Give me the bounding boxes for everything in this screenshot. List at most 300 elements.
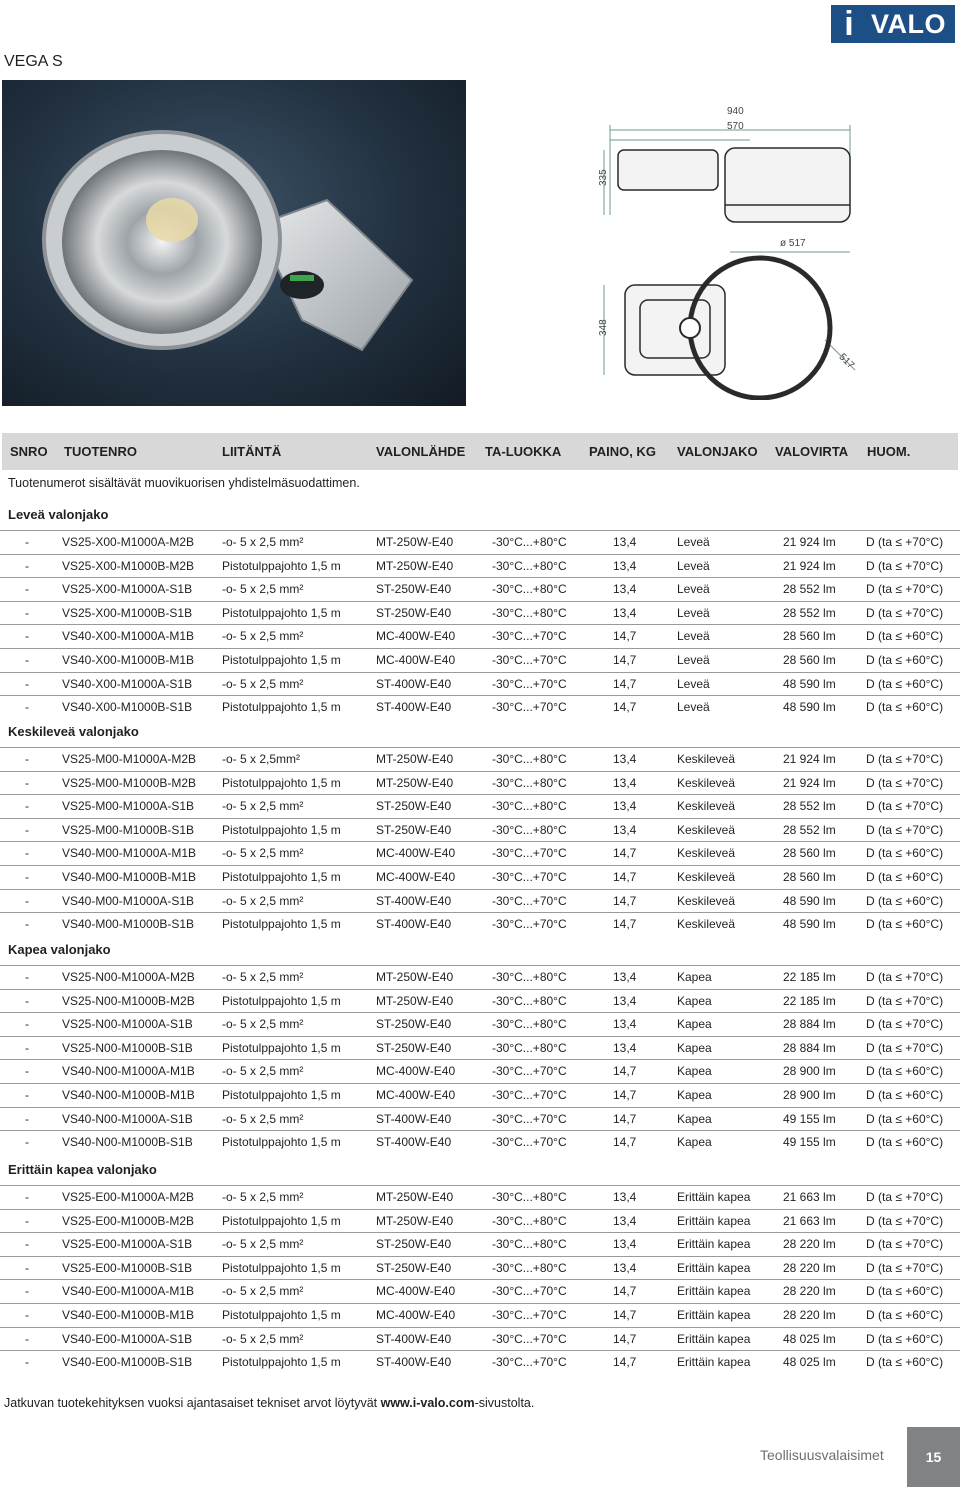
- table-cell: D (ta ≤ +60°C): [866, 1332, 944, 1346]
- table-cell: 48 025 lm: [783, 1355, 836, 1369]
- table-cell: 13,4: [613, 1190, 637, 1204]
- table-cell: 28 552 lm: [783, 606, 836, 620]
- table-cell: Keskileveä: [677, 917, 736, 931]
- table-cell: -: [25, 870, 29, 884]
- table-cell: -30°C...+80°C: [492, 535, 567, 549]
- table-cell: -: [25, 606, 29, 620]
- table-cell: VS40-N00-M1000B-S1B: [62, 1135, 193, 1149]
- table-row: [0, 625, 960, 647]
- table-cell: 28 220 lm: [783, 1284, 836, 1298]
- table-row: [0, 578, 960, 600]
- table-cell: -30°C...+70°C: [492, 1112, 567, 1126]
- table-cell: ST-250W-E40: [376, 799, 452, 813]
- table-cell: -30°C...+70°C: [492, 677, 567, 691]
- table-cell: D (ta ≤ +70°C): [866, 606, 944, 620]
- table-cell: -30°C...+80°C: [492, 559, 567, 573]
- table-row: [0, 1351, 960, 1373]
- table-cell: -: [25, 1284, 29, 1298]
- table-cell: Leveä: [677, 629, 710, 643]
- table-cell: ST-250W-E40: [376, 1017, 452, 1031]
- table-cell: -30°C...+70°C: [492, 1088, 567, 1102]
- table-cell: VS40-M00-M1000A-S1B: [62, 894, 195, 908]
- table-cell: 28 552 lm: [783, 799, 836, 813]
- table-cell: MT-250W-E40: [376, 559, 454, 573]
- table-cell: -: [25, 559, 29, 573]
- table-cell: D (ta ≤ +60°C): [866, 629, 944, 643]
- table-cell: -: [25, 823, 29, 837]
- table-cell: -: [25, 1332, 29, 1346]
- table-cell: 28 552 lm: [783, 582, 836, 596]
- table-cell: D (ta ≤ +70°C): [866, 1190, 944, 1204]
- table-cell: 13,4: [613, 799, 637, 813]
- col-valonjako: VALONJAKO: [677, 444, 758, 459]
- table-cell: 48 590 lm: [783, 677, 836, 691]
- table-cell: 14,7: [613, 1088, 637, 1102]
- technical-drawing: [590, 100, 960, 400]
- table-cell: VS25-M00-M1000A-S1B: [62, 799, 195, 813]
- table-cell: VS25-M00-M1000A-M2B: [62, 752, 197, 766]
- table-cell: -: [25, 752, 29, 766]
- table-cell: D (ta ≤ +70°C): [866, 823, 944, 837]
- table-cell: ST-400W-E40: [376, 1332, 452, 1346]
- table-row: [0, 555, 960, 577]
- table-cell: ST-250W-E40: [376, 606, 452, 620]
- table-row: [0, 748, 960, 770]
- table-cell: 28 220 lm: [783, 1237, 836, 1251]
- table-row: [0, 1210, 960, 1232]
- table-cell: -30°C...+80°C: [492, 606, 567, 620]
- table-cell: D (ta ≤ +60°C): [866, 1064, 944, 1078]
- dim-width-label: 940: [727, 106, 744, 117]
- table-cell: ST-400W-E40: [376, 677, 452, 691]
- table-cell: ST-400W-E40: [376, 1355, 452, 1369]
- table-cell: Kapea: [677, 1017, 712, 1031]
- table-cell: -30°C...+70°C: [492, 846, 567, 860]
- table-cell: -30°C...+80°C: [492, 1017, 567, 1031]
- table-cell: MT-250W-E40: [376, 776, 454, 790]
- table-cell: 14,7: [613, 917, 637, 931]
- table-cell: VS25-E00-M1000A-M2B: [62, 1190, 195, 1204]
- table-cell: 21 924 lm: [783, 559, 836, 573]
- table-cell: 14,7: [613, 1135, 637, 1149]
- table-cell: VS25-N00-M1000A-S1B: [62, 1017, 193, 1031]
- table-cell: Erittäin kapea: [677, 1284, 751, 1298]
- table-cell: Kapea: [677, 970, 712, 984]
- table-row: [0, 866, 960, 888]
- dim-length-label: 570: [727, 121, 744, 132]
- table-row: [0, 795, 960, 817]
- table-cell: 28 884 lm: [783, 1017, 836, 1031]
- table-cell: -o- 5 x 2,5mm²: [222, 752, 301, 766]
- table-cell: -30°C...+80°C: [492, 582, 567, 596]
- table-row: [0, 696, 960, 718]
- table-cell: -: [25, 1355, 29, 1369]
- table-cell: D (ta ≤ +60°C): [866, 1355, 944, 1369]
- table-cell: Pistotulppajohto 1,5 m: [222, 1088, 341, 1102]
- table-cell: Kapea: [677, 1041, 712, 1055]
- table-cell: -30°C...+70°C: [492, 700, 567, 714]
- table-cell: MC-400W-E40: [376, 629, 456, 643]
- table-row: [0, 1131, 960, 1153]
- table-cell: ST-400W-E40: [376, 1112, 452, 1126]
- table-cell: D (ta ≤ +60°C): [866, 1112, 944, 1126]
- table-cell: VS25-E00-M1000A-S1B: [62, 1237, 193, 1251]
- table-cell: D (ta ≤ +70°C): [866, 1041, 944, 1055]
- table-cell: -: [25, 535, 29, 549]
- table-row: [0, 1257, 960, 1279]
- table-cell: 13,4: [613, 994, 637, 1008]
- col-paino: PAINO, KG: [589, 444, 656, 459]
- table-cell: -: [25, 994, 29, 1008]
- dimension-drawing: [590, 100, 960, 400]
- table-cell: -30°C...+80°C: [492, 1190, 567, 1204]
- table-cell: ST-250W-E40: [376, 823, 452, 837]
- table-cell: ST-250W-E40: [376, 1261, 452, 1275]
- table-row: [0, 890, 960, 912]
- col-tuotenro: TUOTENRO: [64, 444, 137, 459]
- product-photo: [2, 80, 466, 406]
- table-cell: 13,4: [613, 776, 637, 790]
- table-cell: 14,7: [613, 677, 637, 691]
- table-cell: D (ta ≤ +70°C): [866, 752, 944, 766]
- table-cell: Keskileveä: [677, 823, 736, 837]
- table-cell: Pistotulppajohto 1,5 m: [222, 559, 341, 573]
- table-cell: VS40-X00-M1000A-M1B: [62, 629, 195, 643]
- table-cell: ST-400W-E40: [376, 894, 452, 908]
- table-cell: 28 560 lm: [783, 629, 836, 643]
- table-row: [0, 673, 960, 695]
- table-cell: -: [25, 1064, 29, 1078]
- table-cell: -: [25, 894, 29, 908]
- table-cell: VS25-X00-M1000B-M2B: [62, 559, 195, 573]
- table-cell: -: [25, 799, 29, 813]
- table-cell: 13,4: [613, 752, 637, 766]
- table-cell: 22 185 lm: [783, 994, 836, 1008]
- table-cell: 14,7: [613, 1064, 637, 1078]
- table-cell: ST-250W-E40: [376, 1041, 452, 1055]
- section-title: Erittäin kapea valonjako: [8, 1162, 157, 1177]
- table-note: Tuotenumerot sisältävät muovikuorisen yhdistelmäsuodattimen.: [8, 476, 360, 490]
- table-cell: VS25-E00-M1000B-M2B: [62, 1214, 195, 1228]
- table-cell: VS40-E00-M1000A-M1B: [62, 1284, 195, 1298]
- table-row: [0, 1037, 960, 1059]
- table-cell: -o- 5 x 2,5 mm²: [222, 1237, 304, 1251]
- table-cell: D (ta ≤ +70°C): [866, 1017, 944, 1031]
- table-cell: -o- 5 x 2,5 mm²: [222, 1284, 304, 1298]
- table-cell: 22 185 lm: [783, 970, 836, 984]
- table-row: [0, 772, 960, 794]
- table-cell: D (ta ≤ +60°C): [866, 1284, 944, 1298]
- table-row: [0, 1013, 960, 1035]
- table-cell: -30°C...+80°C: [492, 799, 567, 813]
- table-cell: MC-400W-E40: [376, 1284, 456, 1298]
- dim-diagonal-label: 517: [836, 351, 857, 372]
- table-cell: 28 900 lm: [783, 1064, 836, 1078]
- table-row: [0, 1060, 960, 1082]
- table-cell: D (ta ≤ +60°C): [866, 1135, 944, 1149]
- website-link[interactable]: www.i-valo.com: [380, 1396, 475, 1410]
- table-cell: MT-250W-E40: [376, 1214, 454, 1228]
- table-cell: Erittäin kapea: [677, 1308, 751, 1322]
- dim-depth-label: 348: [598, 319, 609, 336]
- table-cell: D (ta ≤ +60°C): [866, 653, 944, 667]
- table-cell: VS40-N00-M1000A-S1B: [62, 1112, 193, 1126]
- table-cell: Erittäin kapea: [677, 1214, 751, 1228]
- logo-mark: i: [831, 5, 867, 43]
- table-cell: -o- 5 x 2,5 mm²: [222, 1190, 304, 1204]
- table-cell: D (ta ≤ +60°C): [866, 917, 944, 931]
- table-cell: D (ta ≤ +70°C): [866, 535, 944, 549]
- table-cell: 13,4: [613, 1214, 637, 1228]
- table-cell: -: [25, 1190, 29, 1204]
- table-cell: 21 924 lm: [783, 752, 836, 766]
- table-cell: 14,7: [613, 700, 637, 714]
- table-cell: 14,7: [613, 1308, 637, 1322]
- table-cell: MT-250W-E40: [376, 752, 454, 766]
- table-cell: MC-400W-E40: [376, 1308, 456, 1322]
- section-title: Kapea valonjako: [8, 942, 111, 957]
- table-cell: -30°C...+80°C: [492, 1261, 567, 1275]
- table-cell: Leveä: [677, 606, 710, 620]
- table-cell: VS25-N00-M1000B-S1B: [62, 1041, 193, 1055]
- table-cell: Kapea: [677, 1112, 712, 1126]
- table-cell: D (ta ≤ +70°C): [866, 582, 944, 596]
- table-row: [0, 990, 960, 1012]
- col-valonlahde: VALONLÄHDE: [376, 444, 466, 459]
- table-cell: -: [25, 970, 29, 984]
- table-cell: 49 155 lm: [783, 1135, 836, 1149]
- table-cell: Kapea: [677, 994, 712, 1008]
- table-cell: Pistotulppajohto 1,5 m: [222, 870, 341, 884]
- table-cell: D (ta ≤ +70°C): [866, 1261, 944, 1275]
- table-cell: D (ta ≤ +70°C): [866, 559, 944, 573]
- table-cell: Keskileveä: [677, 894, 736, 908]
- table-cell: 13,4: [613, 970, 637, 984]
- table-cell: 14,7: [613, 870, 637, 884]
- table-cell: VS40-N00-M1000A-M1B: [62, 1064, 195, 1078]
- table-cell: -: [25, 1017, 29, 1031]
- table-cell: Erittäin kapea: [677, 1332, 751, 1346]
- table-cell: VS40-M00-M1000B-M1B: [62, 870, 197, 884]
- table-cell: 14,7: [613, 894, 637, 908]
- footer-note: Jatkuvan tuotekehityksen vuoksi ajantasaiset tekniset arvot löytyvät www.i-valo.com-sivustolta.: [4, 1396, 535, 1410]
- table-cell: 49 155 lm: [783, 1112, 836, 1126]
- table-cell: D (ta ≤ +60°C): [866, 894, 944, 908]
- col-ta-luokka: TA-LUOKKA: [485, 444, 562, 459]
- table-cell: Erittäin kapea: [677, 1190, 751, 1204]
- table-cell: 28 220 lm: [783, 1261, 836, 1275]
- table-cell: -30°C...+80°C: [492, 994, 567, 1008]
- table-cell: ST-400W-E40: [376, 917, 452, 931]
- table-cell: Leveä: [677, 559, 710, 573]
- table-cell: ST-400W-E40: [376, 700, 452, 714]
- table-cell: VS25-M00-M1000B-S1B: [62, 823, 195, 837]
- table-cell: -: [25, 653, 29, 667]
- table-cell: -30°C...+70°C: [492, 1355, 567, 1369]
- table-cell: -30°C...+80°C: [492, 1237, 567, 1251]
- table-cell: D (ta ≤ +70°C): [866, 799, 944, 813]
- table-cell: Keskileveä: [677, 752, 736, 766]
- table-cell: 14,7: [613, 846, 637, 860]
- table-cell: -30°C...+70°C: [492, 629, 567, 643]
- table-cell: D (ta ≤ +70°C): [866, 1237, 944, 1251]
- footer-category: Teollisuusvalaisimet: [760, 1447, 884, 1463]
- table-cell: VS40-M00-M1000B-S1B: [62, 917, 195, 931]
- table-cell: Kapea: [677, 1064, 712, 1078]
- table-cell: 14,7: [613, 629, 637, 643]
- table-cell: VS40-X00-M1000B-S1B: [62, 700, 193, 714]
- table-cell: -30°C...+70°C: [492, 1064, 567, 1078]
- table-row: [0, 1084, 960, 1106]
- table-cell: -: [25, 1088, 29, 1102]
- table-cell: Pistotulppajohto 1,5 m: [222, 823, 341, 837]
- document-title: VEGA S: [4, 53, 63, 70]
- table-cell: 13,4: [613, 1237, 637, 1251]
- table-cell: -: [25, 1112, 29, 1126]
- table-cell: -30°C...+70°C: [492, 1135, 567, 1149]
- table-cell: MT-250W-E40: [376, 994, 454, 1008]
- table-cell: -: [25, 846, 29, 860]
- table-cell: -30°C...+80°C: [492, 1041, 567, 1055]
- table-cell: -: [25, 1214, 29, 1228]
- table-cell: Leveä: [677, 535, 710, 549]
- table-cell: D (ta ≤ +60°C): [866, 677, 944, 691]
- table-cell: -30°C...+70°C: [492, 870, 567, 884]
- table-cell: -: [25, 1041, 29, 1055]
- table-cell: D (ta ≤ +60°C): [866, 700, 944, 714]
- table-cell: -30°C...+80°C: [492, 776, 567, 790]
- table-cell: Erittäin kapea: [677, 1261, 751, 1275]
- dim-diameter-label: ø 517: [780, 238, 806, 249]
- table-cell: 14,7: [613, 1284, 637, 1298]
- table-cell: MC-400W-E40: [376, 1064, 456, 1078]
- table-cell: 28 220 lm: [783, 1308, 836, 1322]
- table-cell: -: [25, 1135, 29, 1149]
- table-cell: -o- 5 x 2,5 mm²: [222, 894, 304, 908]
- table-cell: Keskileveä: [677, 846, 736, 860]
- table-cell: VS40-M00-M1000A-M1B: [62, 846, 197, 860]
- table-cell: -o- 5 x 2,5 mm²: [222, 799, 304, 813]
- table-cell: MT-250W-E40: [376, 535, 454, 549]
- table-cell: 13,4: [613, 1017, 637, 1031]
- table-cell: Kapea: [677, 1135, 712, 1149]
- table-cell: 28 560 lm: [783, 870, 836, 884]
- table-cell: -o- 5 x 2,5 mm²: [222, 582, 304, 596]
- table-cell: -: [25, 776, 29, 790]
- col-valovirta: VALOVIRTA: [775, 444, 849, 459]
- table-cell: VS40-E00-M1000B-M1B: [62, 1308, 195, 1322]
- table-row: [0, 1304, 960, 1326]
- table-cell: -30°C...+70°C: [492, 653, 567, 667]
- table-cell: Pistotulppajohto 1,5 m: [222, 1214, 341, 1228]
- table-cell: -30°C...+80°C: [492, 752, 567, 766]
- table-header: [2, 433, 958, 470]
- table-cell: Pistotulppajohto 1,5 m: [222, 653, 341, 667]
- table-cell: D (ta ≤ +70°C): [866, 994, 944, 1008]
- table-cell: 21 663 lm: [783, 1214, 836, 1228]
- table-row: [0, 1328, 960, 1350]
- table-cell: Kapea: [677, 1088, 712, 1102]
- luminaire-illustration: [2, 80, 466, 406]
- table-cell: -: [25, 582, 29, 596]
- table-cell: 48 590 lm: [783, 700, 836, 714]
- table-cell: VS40-X00-M1000A-S1B: [62, 677, 193, 691]
- table-cell: VS25-E00-M1000B-S1B: [62, 1261, 193, 1275]
- table-cell: -o- 5 x 2,5 mm²: [222, 1332, 304, 1346]
- table-row: [0, 1280, 960, 1302]
- table-cell: VS40-N00-M1000B-M1B: [62, 1088, 195, 1102]
- table-cell: 14,7: [613, 1112, 637, 1126]
- logo-word: VALO: [871, 8, 946, 39]
- table-cell: 13,4: [613, 1041, 637, 1055]
- table-cell: D (ta ≤ +60°C): [866, 1088, 944, 1102]
- table-cell: Erittäin kapea: [677, 1355, 751, 1369]
- table-cell: MT-250W-E40: [376, 1190, 454, 1204]
- table-cell: Pistotulppajohto 1,5 m: [222, 1261, 341, 1275]
- table-cell: D (ta ≤ +60°C): [866, 870, 944, 884]
- table-cell: MT-250W-E40: [376, 970, 454, 984]
- table-cell: 28 560 lm: [783, 846, 836, 860]
- table-row: [0, 1233, 960, 1255]
- table-cell: D (ta ≤ +70°C): [866, 970, 944, 984]
- table-row: [0, 1108, 960, 1130]
- section-title: Keskileveä valonjako: [8, 724, 139, 739]
- table-cell: 28 560 lm: [783, 653, 836, 667]
- table-cell: MC-400W-E40: [376, 870, 456, 884]
- table-cell: D (ta ≤ +70°C): [866, 776, 944, 790]
- table-row: [0, 531, 960, 553]
- table-cell: -30°C...+80°C: [492, 823, 567, 837]
- table-cell: MC-400W-E40: [376, 653, 456, 667]
- table-cell: Pistotulppajohto 1,5 m: [222, 1041, 341, 1055]
- table-cell: 14,7: [613, 1332, 637, 1346]
- table-cell: -30°C...+70°C: [492, 1284, 567, 1298]
- table-cell: VS25-X00-M1000A-S1B: [62, 582, 193, 596]
- table-cell: Leveä: [677, 582, 710, 596]
- table-cell: D (ta ≤ +70°C): [866, 1214, 944, 1228]
- table-row: [0, 1186, 960, 1208]
- table-cell: 28 552 lm: [783, 823, 836, 837]
- table-cell: D (ta ≤ +60°C): [866, 846, 944, 860]
- table-cell: ST-250W-E40: [376, 1237, 452, 1251]
- table-cell: -: [25, 677, 29, 691]
- table-cell: Leveä: [677, 653, 710, 667]
- table-cell: Erittäin kapea: [677, 1237, 751, 1251]
- table-cell: VS25-N00-M1000A-M2B: [62, 970, 195, 984]
- table-cell: ST-250W-E40: [376, 582, 452, 596]
- table-cell: Keskileveä: [677, 870, 736, 884]
- table-cell: -o- 5 x 2,5 mm²: [222, 677, 304, 691]
- table-cell: 13,4: [613, 535, 637, 549]
- table-cell: 14,7: [613, 1355, 637, 1369]
- table-cell: 28 884 lm: [783, 1041, 836, 1055]
- table-cell: VS40-E00-M1000B-S1B: [62, 1355, 193, 1369]
- table-cell: -o- 5 x 2,5 mm²: [222, 1112, 304, 1126]
- table-cell: Pistotulppajohto 1,5 m: [222, 606, 341, 620]
- table-cell: -: [25, 1308, 29, 1322]
- table-cell: -: [25, 1261, 29, 1275]
- table-cell: 21 924 lm: [783, 776, 836, 790]
- table-cell: -: [25, 629, 29, 643]
- table-cell: 13,4: [613, 606, 637, 620]
- table-cell: VS40-E00-M1000A-S1B: [62, 1332, 193, 1346]
- dim-height-label: 335: [598, 169, 609, 186]
- table-cell: Pistotulppajohto 1,5 m: [222, 1308, 341, 1322]
- table-cell: -: [25, 700, 29, 714]
- table-cell: Keskileveä: [677, 799, 736, 813]
- table-cell: 48 025 lm: [783, 1332, 836, 1346]
- table-cell: Leveä: [677, 700, 710, 714]
